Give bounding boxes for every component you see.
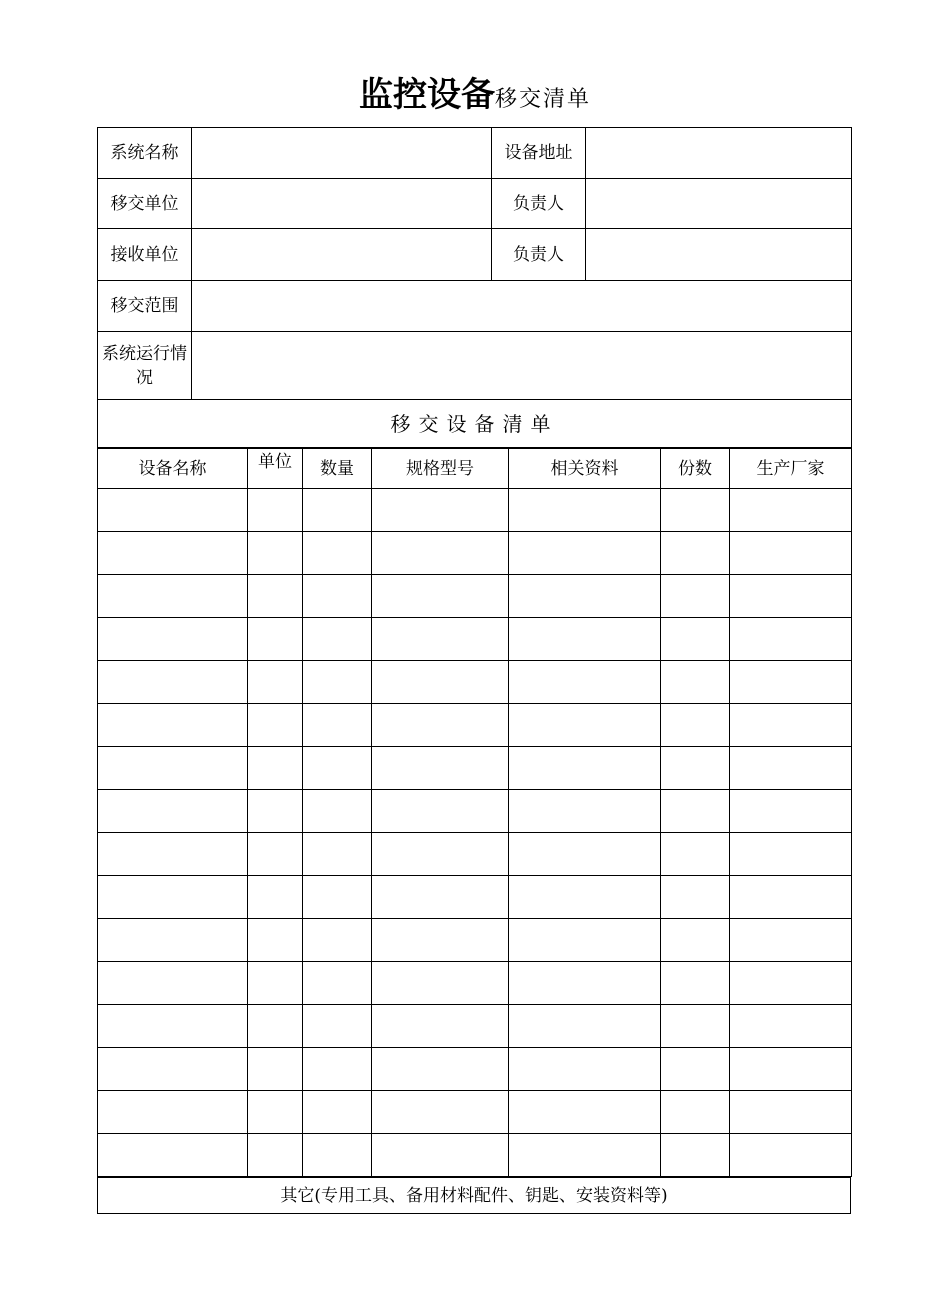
table-cell[interactable]	[303, 489, 372, 532]
table-cell[interactable]	[372, 747, 509, 790]
table-row	[98, 833, 852, 876]
table-cell[interactable]	[730, 575, 852, 618]
table-cell[interactable]	[248, 532, 303, 575]
receiving-person-label: 负责人	[492, 229, 586, 281]
table-row	[98, 1091, 852, 1134]
table-cell[interactable]	[661, 919, 730, 962]
table-cell[interactable]	[730, 747, 852, 790]
system-name-field[interactable]	[192, 128, 492, 179]
table-cell[interactable]	[509, 747, 661, 790]
table-cell[interactable]	[661, 704, 730, 747]
table-row	[98, 532, 852, 575]
table-row	[98, 661, 852, 704]
table-cell[interactable]	[509, 1091, 661, 1134]
table-cell[interactable]	[730, 1048, 852, 1091]
table-cell[interactable]	[98, 790, 248, 833]
table-cell[interactable]	[98, 747, 248, 790]
table-cell[interactable]	[303, 1048, 372, 1091]
table-row	[98, 876, 852, 919]
table-cell[interactable]	[248, 876, 303, 919]
table-cell[interactable]	[248, 575, 303, 618]
col-header: 数量	[303, 449, 372, 489]
table-cell[interactable]	[372, 876, 509, 919]
table-cell[interactable]	[372, 661, 509, 704]
table-cell[interactable]	[248, 661, 303, 704]
table-cell[interactable]	[98, 489, 248, 532]
footer-table	[97, 1177, 851, 1214]
table-cell[interactable]	[730, 618, 852, 661]
table-cell[interactable]	[303, 962, 372, 1005]
system-status-label: 系统运行情 况	[98, 332, 192, 400]
receiving-person-field[interactable]	[586, 229, 852, 281]
table-cell[interactable]	[303, 790, 372, 833]
table-cell[interactable]	[248, 618, 303, 661]
table-cell[interactable]	[372, 1134, 509, 1177]
table-cell[interactable]	[661, 1091, 730, 1134]
table-cell[interactable]	[303, 1134, 372, 1177]
table-cell[interactable]	[730, 661, 852, 704]
table-cell[interactable]	[303, 833, 372, 876]
table-row	[98, 962, 852, 1005]
table-cell[interactable]	[98, 1091, 248, 1134]
table-cell[interactable]	[98, 532, 248, 575]
table-cell[interactable]	[509, 661, 661, 704]
table-cell[interactable]	[661, 1134, 730, 1177]
table-cell[interactable]	[509, 962, 661, 1005]
table-row	[98, 575, 852, 618]
system-status-field[interactable]	[192, 332, 852, 400]
table-cell[interactable]	[303, 661, 372, 704]
table-cell[interactable]	[372, 919, 509, 962]
table-cell[interactable]	[98, 919, 248, 962]
document-title	[0, 75, 950, 115]
table-cell[interactable]	[730, 833, 852, 876]
table-cell[interactable]	[98, 661, 248, 704]
table-cell[interactable]	[303, 919, 372, 962]
table-cell[interactable]	[661, 876, 730, 919]
table-cell[interactable]	[661, 532, 730, 575]
table-row	[98, 489, 852, 532]
table-row	[98, 790, 852, 833]
table-cell[interactable]	[303, 876, 372, 919]
table-cell[interactable]	[509, 704, 661, 747]
table-cell[interactable]	[248, 1134, 303, 1177]
table-cell[interactable]	[372, 575, 509, 618]
table-cell[interactable]	[730, 1005, 852, 1048]
table-cell[interactable]	[730, 962, 852, 1005]
table-cell[interactable]	[372, 962, 509, 1005]
table-cell[interactable]	[248, 489, 303, 532]
table-cell[interactable]	[372, 618, 509, 661]
col-header: 生产厂家	[730, 449, 852, 489]
table-cell[interactable]	[372, 489, 509, 532]
transfer-unit-label: 移交单位	[98, 179, 192, 229]
table-cell[interactable]	[248, 1091, 303, 1134]
other-items-label: 其它(专用工具、备用材料配件、钥匙、安装资料等)	[98, 1178, 851, 1214]
table-cell[interactable]	[248, 962, 303, 1005]
table-cell[interactable]	[98, 704, 248, 747]
table-cell[interactable]	[661, 1048, 730, 1091]
table-cell[interactable]	[509, 876, 661, 919]
table-cell[interactable]	[661, 1005, 730, 1048]
table-row	[98, 704, 852, 747]
table-cell[interactable]	[98, 833, 248, 876]
table-row	[98, 618, 852, 661]
table-cell[interactable]	[730, 1134, 852, 1177]
col-header: 规格型号	[372, 449, 509, 489]
table-cell[interactable]	[730, 704, 852, 747]
table-cell[interactable]	[372, 1005, 509, 1048]
table-cell[interactable]	[661, 661, 730, 704]
table-cell[interactable]	[509, 489, 661, 532]
transfer-unit-field[interactable]	[192, 179, 492, 229]
table-cell[interactable]	[509, 575, 661, 618]
receiving-unit-label: 接收单位	[98, 229, 192, 281]
table-cell[interactable]	[730, 532, 852, 575]
title-main: 监控设备	[358, 75, 495, 115]
table-cell[interactable]	[661, 618, 730, 661]
transfer-scope-field[interactable]	[192, 281, 852, 332]
table-cell[interactable]	[730, 919, 852, 962]
table-cell[interactable]	[303, 1091, 372, 1134]
table-cell[interactable]	[248, 919, 303, 962]
table-cell[interactable]	[248, 1048, 303, 1091]
table-cell[interactable]	[303, 575, 372, 618]
table-cell[interactable]	[661, 575, 730, 618]
table-cell[interactable]	[248, 1005, 303, 1048]
table-cell[interactable]	[509, 790, 661, 833]
table-cell[interactable]	[661, 833, 730, 876]
table-cell[interactable]	[303, 532, 372, 575]
table-cell[interactable]	[661, 489, 730, 532]
table-cell[interactable]	[98, 618, 248, 661]
equipment-header-row	[98, 449, 852, 489]
table-cell[interactable]	[248, 833, 303, 876]
table-row	[98, 1048, 852, 1091]
table-row	[98, 747, 852, 790]
table-cell[interactable]	[372, 1091, 509, 1134]
table-cell[interactable]	[509, 532, 661, 575]
equipment-table	[97, 448, 852, 1177]
col-header: 设备名称	[98, 449, 248, 489]
table-row	[98, 1134, 852, 1177]
table-cell[interactable]	[372, 833, 509, 876]
table-cell[interactable]	[509, 1005, 661, 1048]
table-cell[interactable]	[98, 1048, 248, 1091]
table-cell[interactable]	[372, 790, 509, 833]
table-cell[interactable]	[372, 532, 509, 575]
table-cell[interactable]	[509, 919, 661, 962]
table-cell[interactable]	[730, 790, 852, 833]
table-cell[interactable]	[303, 704, 372, 747]
info-table	[97, 127, 852, 448]
col-header: 单位	[248, 449, 303, 489]
table-cell[interactable]	[303, 618, 372, 661]
table-cell[interactable]	[98, 1005, 248, 1048]
device-address-field[interactable]	[586, 128, 852, 179]
table-cell[interactable]	[509, 1048, 661, 1091]
receiving-unit-field[interactable]	[192, 229, 492, 281]
table-cell[interactable]	[98, 1134, 248, 1177]
table-cell[interactable]	[730, 489, 852, 532]
transfer-person-field[interactable]	[586, 179, 852, 229]
table-cell[interactable]	[661, 747, 730, 790]
table-row	[98, 1005, 852, 1048]
table-row	[98, 919, 852, 962]
table-cell[interactable]	[661, 962, 730, 1005]
table-cell[interactable]	[730, 876, 852, 919]
table-cell[interactable]	[98, 876, 248, 919]
system-name-label: 系统名称	[98, 128, 192, 179]
col-header: 相关资料	[509, 449, 661, 489]
device-address-label: 设备地址	[492, 128, 586, 179]
table-cell[interactable]	[509, 618, 661, 661]
equipment-list-title: 移交设备清单	[98, 400, 852, 448]
table-cell[interactable]	[98, 575, 248, 618]
table-cell[interactable]	[98, 962, 248, 1005]
table-cell[interactable]	[372, 1048, 509, 1091]
table-cell[interactable]	[661, 790, 730, 833]
table-cell[interactable]	[248, 747, 303, 790]
transfer-scope-label: 移交范围	[98, 281, 192, 332]
table-cell[interactable]	[730, 1091, 852, 1134]
table-cell[interactable]	[303, 747, 372, 790]
table-cell[interactable]	[372, 704, 509, 747]
table-cell[interactable]	[248, 704, 303, 747]
table-cell[interactable]	[509, 1134, 661, 1177]
table-cell[interactable]	[248, 790, 303, 833]
title-sub: 移交清单	[494, 87, 591, 112]
col-header: 份数	[661, 449, 730, 489]
table-cell[interactable]	[303, 1005, 372, 1048]
table-cell[interactable]	[509, 833, 661, 876]
transfer-person-label: 负责人	[492, 179, 586, 229]
